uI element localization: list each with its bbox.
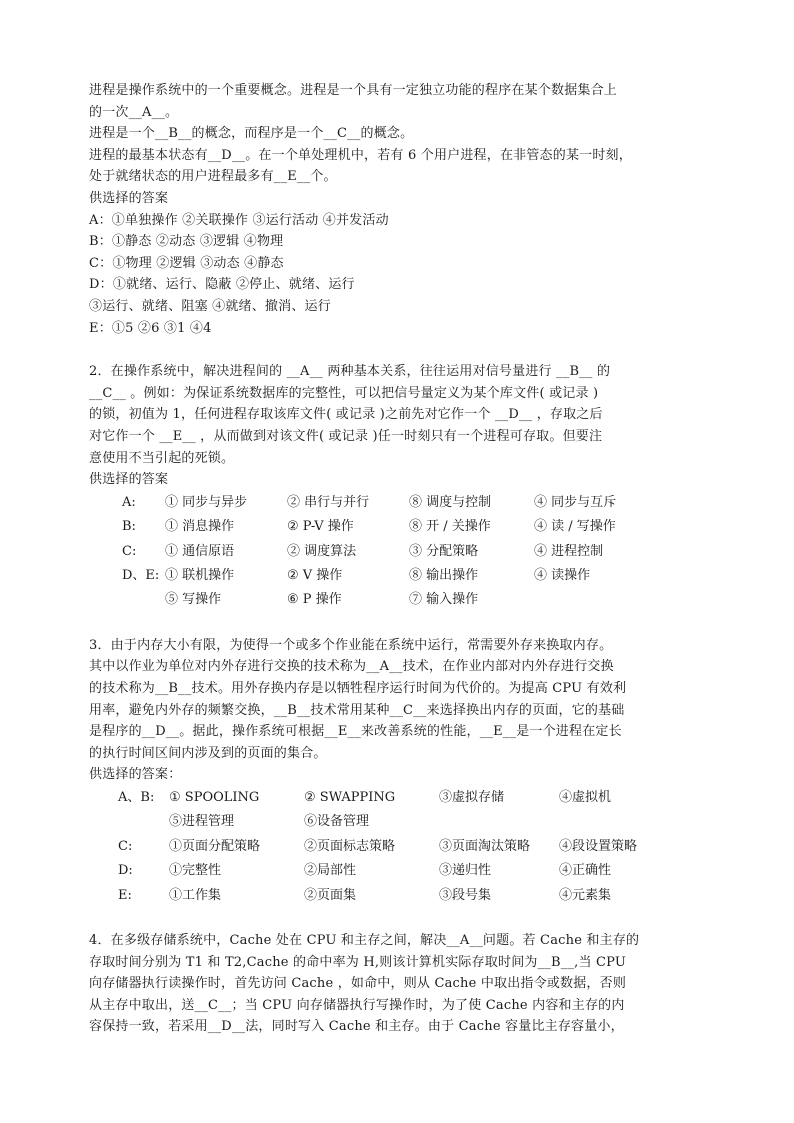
option-row: [89, 859, 669, 883]
option: ⑧ 开 / 关操作: [409, 519, 491, 535]
option: ⑤ 写操作: [165, 592, 222, 608]
option: ③段号集: [439, 887, 492, 903]
option-key: B:: [122, 519, 136, 535]
option: ② 串行与并行: [287, 494, 370, 510]
option-row: [89, 786, 669, 810]
option: ④ 同步与互斥: [534, 494, 617, 510]
option: ② V 操作: [287, 567, 343, 583]
text-line: 2．在操作系统中，解决进程间的 __A__ 两种基本关系，往往运用对信号量进行 __B__ 的: [89, 364, 611, 380]
option-line: D：①就绪、运行、隐蔽 ②停止、就绪、运行: [89, 277, 355, 293]
text-line: 的技术称为__B__技术。用外存换内存是以牺牲程序运行时间为代价的。为提高 CPU 有效利: [89, 680, 627, 696]
text-line: 进程是一个__B__的概念，而程序是一个__C__的概念。: [89, 126, 414, 142]
options-table: [89, 491, 669, 613]
text-line: 用率，避免内外存的频繁交换，__B__技术常用某种__C__来选择换出内存的页面，它的基础: [89, 702, 625, 718]
option: ⑥设备管理: [304, 814, 370, 830]
option: ⑤进程管理: [169, 814, 235, 830]
option: ② 调度算法: [287, 543, 357, 559]
option-key: A、B:: [118, 789, 155, 805]
option: ⑦ 输入操作: [409, 592, 479, 608]
text-line: 进程是操作系统中的一个重要概念。进程是一个具有一定独立功能的程序在某个数据集合上: [89, 83, 618, 98]
text-line: 4．在多级存储系统中，Cache 处在 CPU 和主存之间，解决__A__问题。若 Cache 和主存的: [89, 932, 640, 948]
option: ④虚拟机: [559, 789, 612, 805]
option: [439, 810, 559, 834]
option: ④段设置策略: [559, 838, 638, 854]
text-line: 的锁，初值为 1，任何进程存取该库文件( 或记录 )之前先对它作一个 __D__ ，存取之后: [89, 407, 603, 423]
text-line: 处于就绪状态的用户进程最多有__E__个。: [89, 169, 337, 185]
option: ⑧ 输出操作: [409, 567, 479, 583]
question-3: [89, 635, 669, 908]
text-line: 其中以作业为单位对内外存进行交换的技术称为__A__技术，在作业内部对内外存进行交换: [89, 659, 614, 675]
option-row: [89, 515, 669, 539]
answer-heading: 供选择的答案: [89, 472, 169, 488]
option: ①页面分配策略: [169, 838, 261, 854]
text-line: 对它作一个 __E__ ，从而做到对该文件( 或记录 )任一时刻只有一个进程可存取。但要注: [89, 428, 603, 444]
option: ④正确性: [559, 863, 612, 879]
options-table: [89, 786, 669, 908]
option-row: [89, 884, 669, 908]
text-line: 是程序的__D__。据此，操作系统可根据__E__来改善系统的性能，__E__是一个进程在定长: [89, 724, 622, 740]
answer-heading: 供选择的答案: [89, 190, 169, 206]
option-key: [89, 588, 165, 612]
option: ③虚拟存储: [439, 789, 505, 805]
text-line: 意使用不当引起的死锁。: [89, 450, 235, 466]
option-line: A：①单独操作 ②关联操作 ③运行活动 ④并发活动: [89, 212, 389, 228]
text-line: 3．由于内存大小有限，为使得一个或多个作业能在系统中运行，常需要外存来换取内存。: [89, 637, 613, 653]
text-line: __C__ 。例如：为保证系统数据库的完整性，可以把信号量定义为某个库文件( 或记录 ): [89, 385, 599, 401]
option-line: C：①物理 ②逻辑 ③动态 ④静态: [89, 255, 284, 271]
option: ④ 读操作: [534, 567, 591, 583]
option: ②局部性: [304, 863, 357, 879]
option: ① 通信原语: [165, 543, 235, 559]
option-row: [89, 564, 669, 588]
option-row: [89, 835, 669, 859]
option: ④ 进程控制: [534, 543, 604, 559]
option: ①工作集: [169, 887, 222, 903]
question-4: [89, 930, 669, 1038]
option: ②页面标志策略: [304, 838, 396, 854]
option-key: D、E:: [122, 567, 160, 583]
text-line: 向存储器执行读操作时，首先访问 Cache ，如命中，则从 Cache 中取出指令或数据，否则: [89, 976, 627, 992]
option: ① 联机操作: [165, 567, 235, 583]
option: ⑧ 调度与控制: [409, 494, 492, 510]
option-key: D:: [118, 863, 133, 879]
option-key: E:: [118, 887, 132, 903]
option: ③递归性: [439, 863, 492, 879]
text-line: 从主存中取出，送__C__；当 CPU 向存储器执行写操作时，为了使 Cache 内容和主存的内: [89, 997, 625, 1013]
text-line: 存取时间分别为 T1 和 T2,Cache 的命中率为 H,则该计算机实际存取时间为__B__,当 CPU: [89, 954, 627, 970]
option: ⑥ P 操作: [287, 592, 342, 608]
text-line: 进程的最基本状态有__D__。在一个单处理机中，若有 6 个用户进程，在非管态的某一时刻，: [89, 147, 632, 163]
option: ② P-V 操作: [287, 519, 354, 535]
text-line: 的一次__A__。: [89, 104, 179, 120]
option-row: [89, 810, 669, 834]
option-key: C:: [122, 543, 137, 559]
text-line: 的执行时间区间内涉及到的页面的集合。: [89, 745, 327, 761]
option-row: [89, 540, 669, 564]
answer-heading: 供选择的答案：: [89, 767, 182, 783]
option: ④ 读 / 写操作: [534, 519, 616, 535]
option-line: E：①5 ②6 ③1 ④4: [89, 320, 212, 336]
option-line: B：①静态 ②动态 ③逻辑 ④物理: [89, 234, 284, 250]
question-1: [89, 80, 669, 339]
option-key: [89, 810, 169, 834]
option: ④元素集: [559, 887, 612, 903]
option: ②页面集: [304, 887, 357, 903]
option: ① 同步与异步: [165, 494, 248, 510]
option: ① SPOOLING: [169, 789, 260, 805]
option-row: [89, 588, 669, 612]
option-key: A:: [122, 494, 136, 510]
document-page: [89, 80, 669, 1038]
option: ① 消息操作: [165, 519, 235, 535]
question-2: [89, 361, 669, 613]
text-line: 容保持一致，若采用__D__法，同时写入 Cache 和主存。由于 Cache 容量比主存容量小，: [89, 1019, 624, 1035]
option: ①完整性: [169, 863, 222, 879]
option-line: ③运行、就绪、阻塞 ④就绪、撤消、运行: [89, 298, 331, 314]
option: ② SWAPPING: [304, 789, 396, 805]
option: ③ 分配策略: [409, 543, 479, 559]
option-row: [89, 491, 669, 515]
option: ③页面淘汰策略: [439, 838, 531, 854]
option-key: C:: [118, 838, 133, 854]
